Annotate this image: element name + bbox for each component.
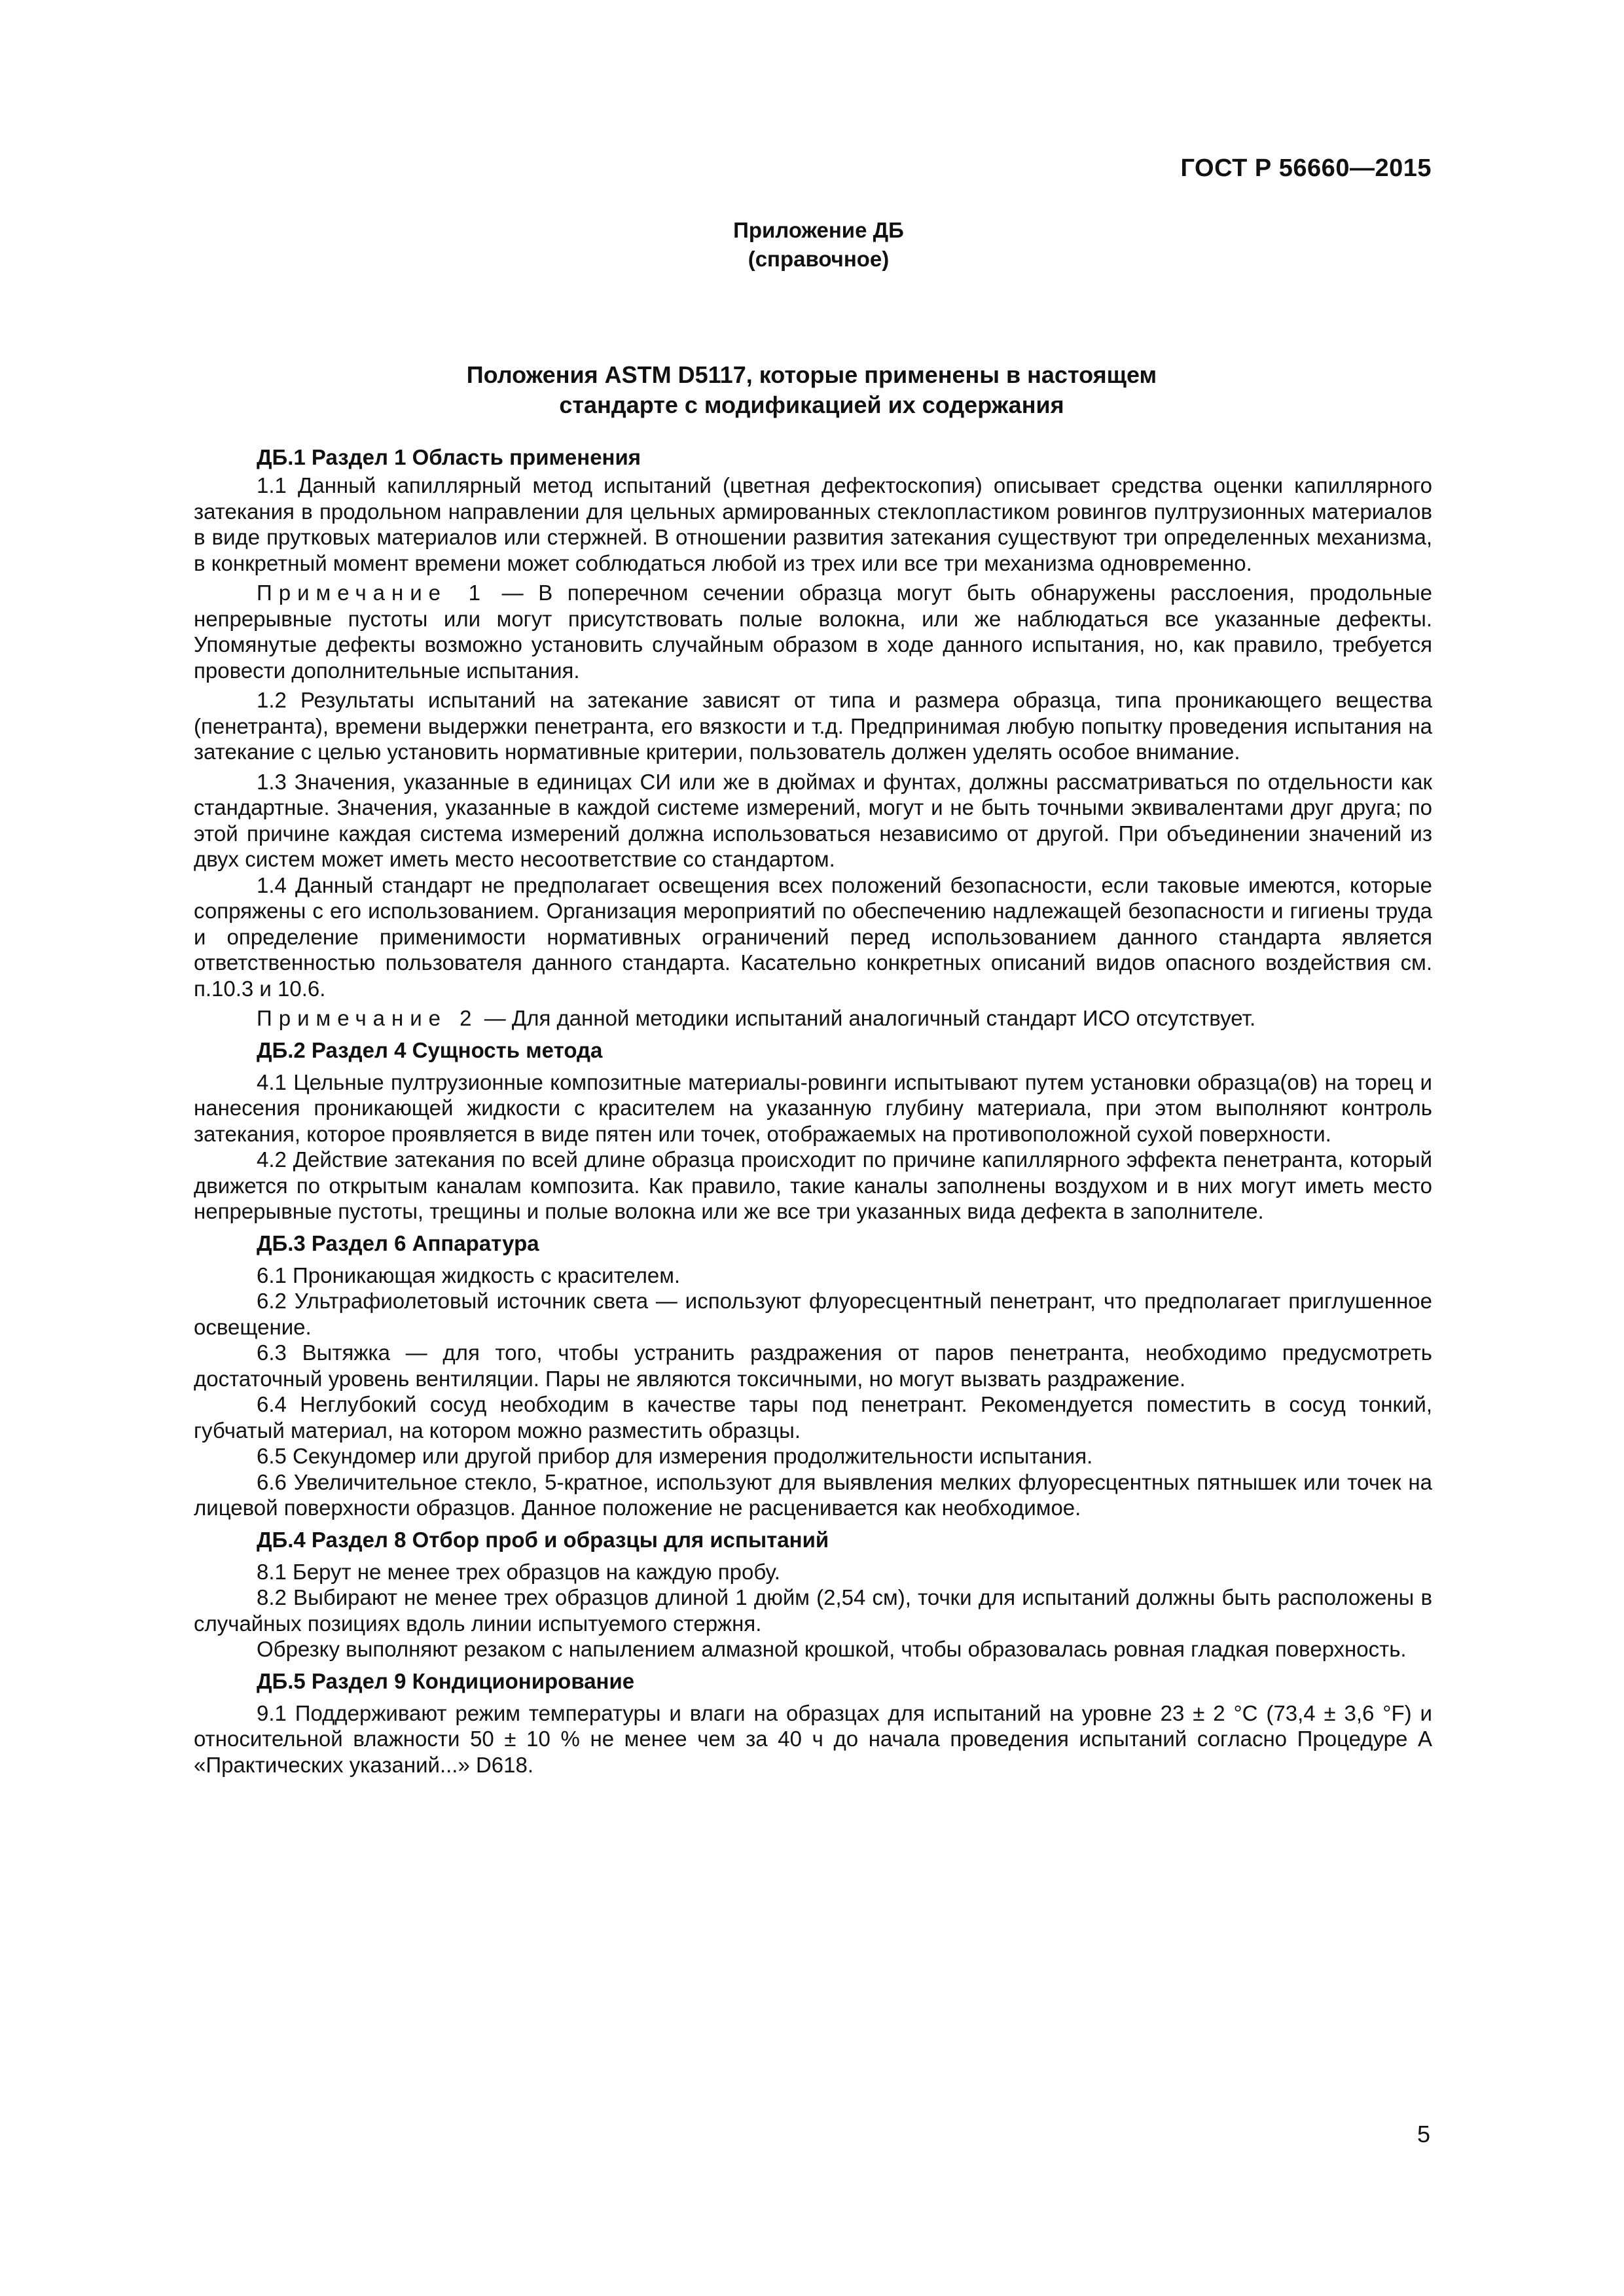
section-heading-db2: ДБ.2 Раздел 4 Сущность метода [257,1037,603,1062]
paragraph-4-1: 4.1 Цельные пултрузионные композитные материалы-ровинги испытывают путем установки образца(ов) на торец и нанесения проникающей жидкости с красителем на указанную глубину материала, при этом выполняют контроль затекания, которое проявляется в виде пятен или точек, отображаемых на противоположной сухой поверхности. [194,1069,1432,1146]
paragraph-6-6: 6.6 Увеличительное стекло, 5-кратное, используют для выявления мелких флуоресцентных пятнышек или точек на лицевой поверхности образцов. Данное положение не расценивается как необходимое. [194,1469,1432,1520]
note-2-label: Примечание 2 [257,1006,478,1030]
appendix-label: Приложение ДБ [733,218,904,242]
paragraph-8-2-cutting: Обрезку выполняют резаком с напылением алмазной крошкой, чтобы образовалась ровная гладкая поверхность. [257,1637,1407,1661]
section-heading-db1: ДБ.1 Раздел 1 Область применения [257,445,641,469]
document-body [194,439,1432,1778]
paragraph-4-2: 4.2 Действие затекания по всей длине образца происходит по причине капиллярного эффекта пенетранта, который движется по открытым каналам композита. Как правило, такие каналы заполнены воздухом и в них могут иметь место непрерывные пустоты, трещины и полые волокна или же все три указанных вида дефекта в заполнителе. [194,1147,1432,1223]
document-title [327,360,1296,420]
page-number: 5 [1416,2121,1430,2147]
note-1-label: Примечание 1 [257,581,487,605]
title-line-2: стандарте с модификацией их содержания [559,391,1064,418]
paragraph-8-1: 8.1 Берут не менее трех образцов на каждую пробу. [257,1559,780,1584]
paragraph-6-3: 6.3 Вытяжка — для того, чтобы устранить раздражения от паров пенетранта, необходимо предусмотреть достаточный уровень вентиляции. Пары не являются токсичными, но могут вызвать раздражение. [194,1340,1432,1391]
paragraph-9-1: 9.1 Поддерживают режим температуры и влаги на образцах для испытаний на уровне 23 ± 2 °С (73,4 ± 3,6 °F) и относительной влажности 50 ± 10 % не менее чем за 40 ч до начала проведения испытаний согласно Процедуре А «Практических указаний...» D618. [194,1700,1432,1777]
paragraph-8-2: 8.2 Выбирают не менее трех образцов длиной 1 дюйм (2,54 см), точки для испытаний должны быть расположены в случайных позициях вдоль линии испытуемого стержня. [194,1585,1432,1636]
title-line-1: Положения ASTM D5117, которые применены в настоящем [466,361,1157,388]
paragraph-1-3: 1.3 Значения, указанные в единицах СИ или же в дюймах и фунтах, должны рассматриваться по отдельности как стандартные. Значения, указанные в каждой системе измерений, могут и не быть точными эквивалентами друг друга; по этой причине каждая система измерений должна использоваться независимо от другой. При объединении значений из двух систем может иметь место несоответствие со стандартом. [194,769,1432,871]
paragraph-1-4: 1.4 Данный стандарт не предполагает освещения всех положений безопасности, если таковые имеются, которые сопряжены с его использованием. Организация мероприятий по обеспечению надлежащей безопасности и гигиены труда и определение применимости нормативных ограничений перед использованием данного стандарта является ответственностью пользователя данного стандарта. Касательно конкретных описаний видов опасного воздействия см. п.10.3 и 10.6. [194,872,1432,1001]
appendix-kind: (справочное) [748,247,890,271]
note-1 [194,580,1432,683]
appendix-heading [0,216,1624,274]
paragraph-6-4: 6.4 Неглубокий сосуд необходим в качестве тары под пенетрант. Рекомендуется поместить в сосуд тонкий, губчатый материал, на котором можно разместить образцы. [194,1392,1432,1443]
section-heading-db3: ДБ.3 Раздел 6 Аппаратура [257,1230,539,1255]
section-heading-db5: ДБ.5 Раздел 9 Кондиционирование [257,1668,635,1693]
paragraph-6-5: 6.5 Секундомер или другой прибор для измерения продолжительности испытания. [257,1444,1093,1468]
paragraph-6-1: 6.1 Проникающая жидкость с красителем. [257,1263,681,1287]
note-2-text: — Для данной методики испытаний аналогичный стандарт ИСО отсутствует. [478,1006,1256,1030]
paragraph-1-2: 1.2 Результаты испытаний на затекание зависят от типа и размера образца, типа проникающего вещества (пенетранта), времени выдержки пенетранта, его вязкости и т.д. Предпринимая любую попытку проведения испытания на затекание с целью установить нормативные критерии, пользователь должен уделять особое внимание. [194,688,1432,764]
section-heading-db4: ДБ.4 Раздел 8 Отбор проб и образцы для испытаний [257,1527,829,1552]
note-1-text: — В поперечном сечении образца могут быть обнаружены расслоения, продольные непрерывные пустоты или могут присутствовать полые волокна, или же наблюдаться все указанные дефекты. Упомянутые дефекты возможно установить случайным образом в ходе данного испытания, но, как правило, требуется провести дополнительные испытания. [194,581,1432,683]
document-code: ГОСТ Р 56660—2015 [1180,154,1432,182]
paragraph-1-1: 1.1 Данный капиллярный метод испытаний (цветная дефектоскопия) описывает средства оценки капиллярного затекания в продольном направлении для цельных армированных стеклопластиком ровингов пултрузионных материалов в виде прутковых материалов или стержней. В отношении развития затекания существуют три определенных механизма, в конкретный момент времени может соблюдаться любой из трех или все три механизма одновременно. [194,473,1432,575]
note-2 [194,1005,1432,1031]
paragraph-6-2: 6.2 Ультрафиолетовый источник света — используют флуоресцентный пенетрант, что предполагает приглушенное освещение. [194,1289,1432,1339]
